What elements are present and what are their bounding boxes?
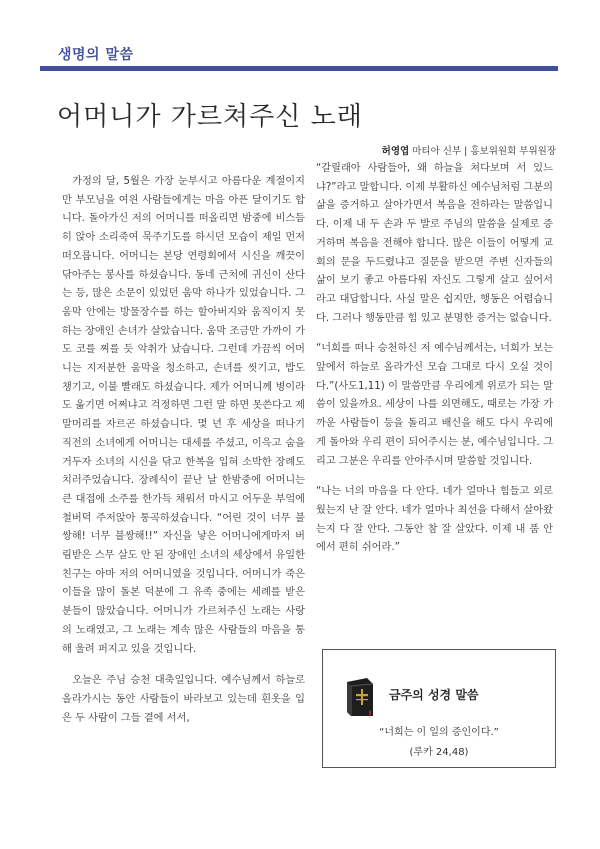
article-paragraph: “갈릴래아 사람들아, 왜 하늘을 쳐다보며 서 있느냐?”라고 말합니다. 이제 부활하신 예수님처럼 그분의 삶을 증거하고 살아가면서 복음을 전하라는 말씀입니다. 이제 내 두 손과 두 발로 주님의 말씀을 실제로 증거하며 복음을 전해야 합니다. 많은 이들이 어떻게 교회의 문을 두드렸냐고 질문을 받으면 주변 신자들의 삶이 보기 좋고 아름다워 자신도 그렇게 살고 싶어서라고 대답합니다. 사실 말은 쉽지만, 행동은 어렵습니다. 그러나 행동만큼 힘 있고 분명한 증거는 없습니다. [316,163,553,324]
article-paragraph: 가정의 달, 5월은 가장 눈부시고 아름다운 계절이지만 부모님을 여읜 사람들에게는 마음 아픈 달이기도 합니다. 돌아가신 저의 어머니를 떠올리면 밤중에 비스듬히 앉아 소리죽여 묵주기도를 하시던 모습이 제일 먼저 떠오릅니다. 어머니는 본당 연령회에서 시신을 깨끗이 닦아주는 봉사를 하셨습니다. 동네 근처에 귀신이 산다는 등, 많은 소문이 있었던 움막 하나가 있었습니다. 그 움막 안에는 방물장수를 하는 할아버지와 움직이지 못하는 장애인 손녀가 살았습니다. 움막 조금만 가까이 가도 코를 찌를 듯 악취가 났습니다. 그런데 가끔씩 어머니는 지저분한 움막을 청소하고, 손녀를 씻기고, 밥도 챙기고, 이불 빨래도 하셨습니다. 제가 어머니께 병이라도 옮기면 어쩌냐고 걱정하면 그런 말 하면 못쓴다고 제 말머리를 자르곤 하셨습니다. 몇 년 후 세상을 떠나기 직전의 소녀에게 어머니는 대세를 주셨고, 이윽고 숨을 거두자 소녀의 시신을 닦고 한복을 입혀 소박한 장례도 치러주었습니다. 장례식이 끝난 날 한밤중에 어머니는 큰 대접에 소주를 한가득 채워서 마시고 어두운 부엌에 철버덕 주저앉아 통곡하셨습니다. “어린 것이 너무 불쌍해! 너무 불쌍해!!” 자신을 낳은 어머니에게마저 버림받은 스무 살도 안 된 장애인 소녀의 세상에서 유일한 친구는 아마 저의 어머니였을 것입니다. 어머니가 죽은 이들을 많이 돌본 덕분에 그 유족 중에는 세례를 받은 분들이 많았습니다. 어머니가 가르쳐주신 노래는 사랑의 노래였고, 그 노래는 계속 많은 사람들의 마음을 통해 울려 퍼지고 있을 것입니다. [62,176,305,655]
author-title: 마티아 신부 | 홍보위원회 부위원장 [412,146,556,157]
article-title: 어머니가 가르쳐주신 노래 [57,102,363,132]
weekly-verse-text: “너희는 이 일의 증인이다.” [379,727,499,738]
weekly-verse-box [322,649,556,768]
article-paragraph: 오늘은 주님 승천 대축일입니다. 예수님께서 하늘로 올라가시는 동안 사람들이 바라보고 있는데 흰옷을 입은 두 사람이 그들 곁에 서서, [62,675,305,724]
header-divider-bar [40,66,558,71]
byline [382,143,556,157]
article-right-column [316,160,553,558]
article-paragraph: “너희를 떠나 승천하신 저 예수님께서는, 너희가 보는 앞에서 하늘로 올라가신 모습 그대로 다시 오실 것이다.”(사도1,11) 이 말씀만큼 우리에게 위로가 되는 말씀이 있을까요. 세상이 나를 외면해도, 때로는 가장 가까운 사람들이 등을 돌리고 배신을 해도 다시 우리에게 돌아와 우리 편이 되어주시는 분, 예수님입니다. 그리고 그분은 우리를 안아주시며 말씀할 것입니다. [316,343,553,467]
article-left-column [62,173,305,728]
bible-icon [343,676,377,722]
weekly-verse-reference: (루카 24,48) [409,747,469,758]
author-name: 허영엽 [381,146,410,157]
article-paragraph: “나는 너의 마음을 다 안다. 네가 얼마나 힘들고 외로웠는지 난 잘 안다. 네가 얼마나 최선을 다해서 살아왔는지 다 잘 안다. 그동안 참 잘 살았다. 이제 내 품 안에서 편히 쉬어라.” [316,486,553,554]
section-label: 생명의 말씀 [58,47,134,63]
weekly-verse-title: 금주의 성경 말씀 [389,688,479,702]
